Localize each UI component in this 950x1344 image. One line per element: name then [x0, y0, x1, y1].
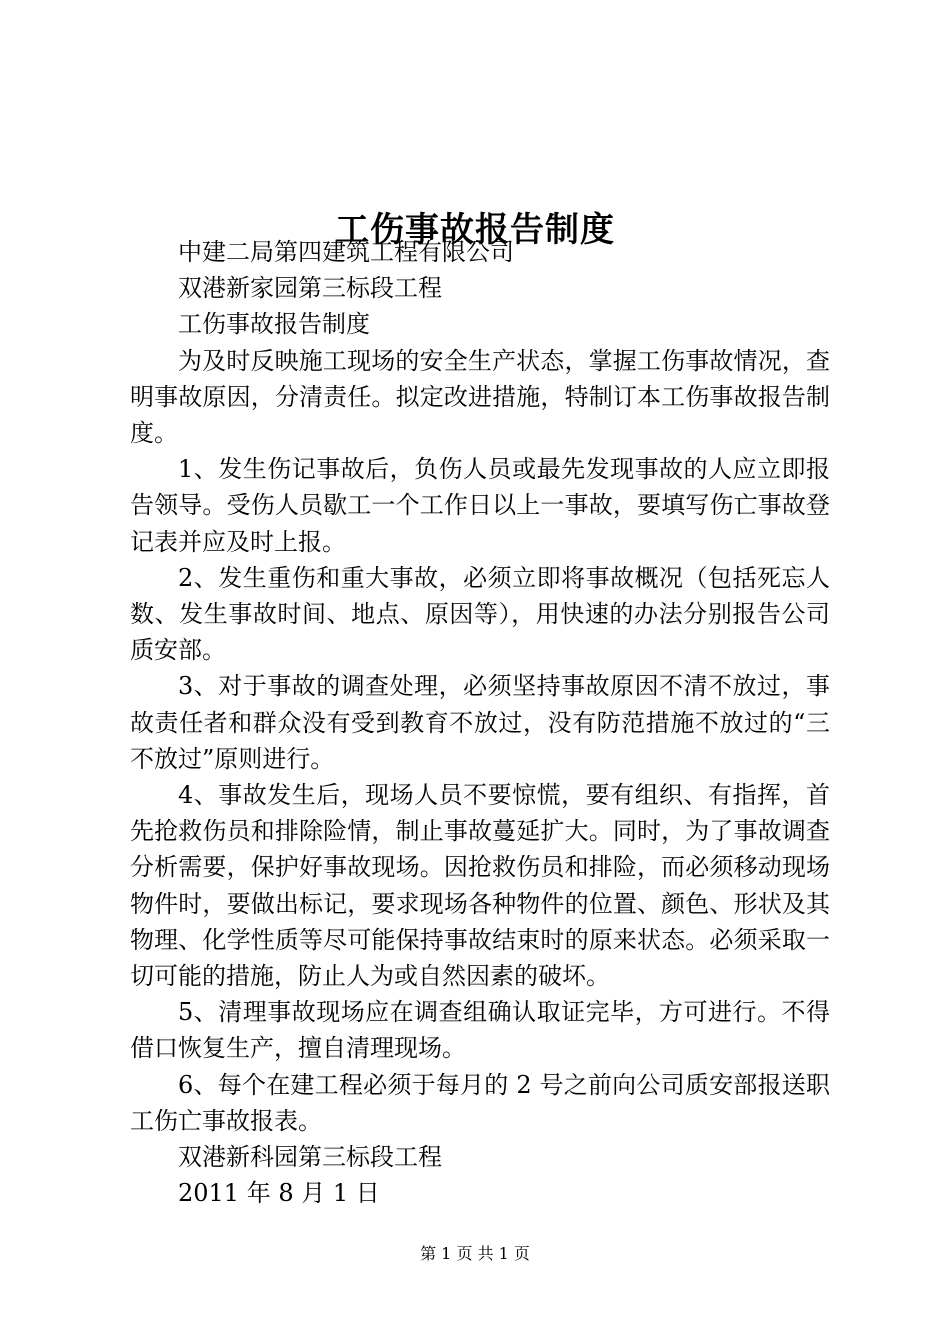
- signature-date: 2011 年 8 月 1 日: [178, 1179, 380, 1208]
- rule-1: 1、发生伤记事故后，负伤人员或最先发现事故的人应立即报告领导。受伤人员歇工一个工作日以上一事故，要填写伤亡事故登记表并应及时上报。: [130, 455, 830, 556]
- subtitle: 工伤事故报告制度: [178, 310, 370, 339]
- rule-6: 6、每个在建工程必须于每月的 2 号之前向公司质安部报送职工伤亡事故报表。: [130, 1070, 830, 1135]
- company-name: 中建二局第四建筑工程有限公司: [178, 238, 514, 266]
- intro-paragraph: 为及时反映施工现场的安全生产状态，掌握工伤事故情况，查明事故原因，分清责任。拟定改进措施，特制订本工伤事故报告制度。: [130, 346, 830, 448]
- page-footer: 第 1 页 共 1 页: [420, 1244, 530, 1263]
- document-body: [130, 234, 830, 1211]
- signature-project: 双港新科园第三标段工程: [178, 1143, 442, 1172]
- project-name: 双港新家园第三标段工程: [178, 274, 442, 303]
- document-title: 工伤事故报告制度: [335, 209, 615, 250]
- rule-2: 2、发生重伤和重大事故，必须立即将事故概况（包括死忘人数、发生事故时间、地点、原因等），用快速的办法分别报告公司质安部。: [130, 563, 830, 665]
- rule-5: 5、清理事故现场应在调查组确认取证完毕，方可进行。不得借口恢复生产，擅自清理现场。: [130, 998, 830, 1063]
- rule-3: 3、对于事故的调查处理，必须坚持事故原因不清不放过，事故责任者和群众没有受到教育不放过，没有防范措施不放过的“三不放过”原则进行。: [130, 672, 830, 773]
- rule-4: 4、事故发生后，现场人员不要惊慌，要有组织、有指挥，首先抢救伤员和排除险情，制止事故蔓延扩大。同时，为了事故调查分析需要，保护好事故现场。因抢救伤员和排险，而必须移动现场物件时，要做出标记，要求现场各种物件的位置、颜色、形状及其物理、化学性质等尽可能保持事故结束时的原来状态。必须采取一切可能的措施，防止人为或自然因素的破坏。: [130, 781, 830, 991]
